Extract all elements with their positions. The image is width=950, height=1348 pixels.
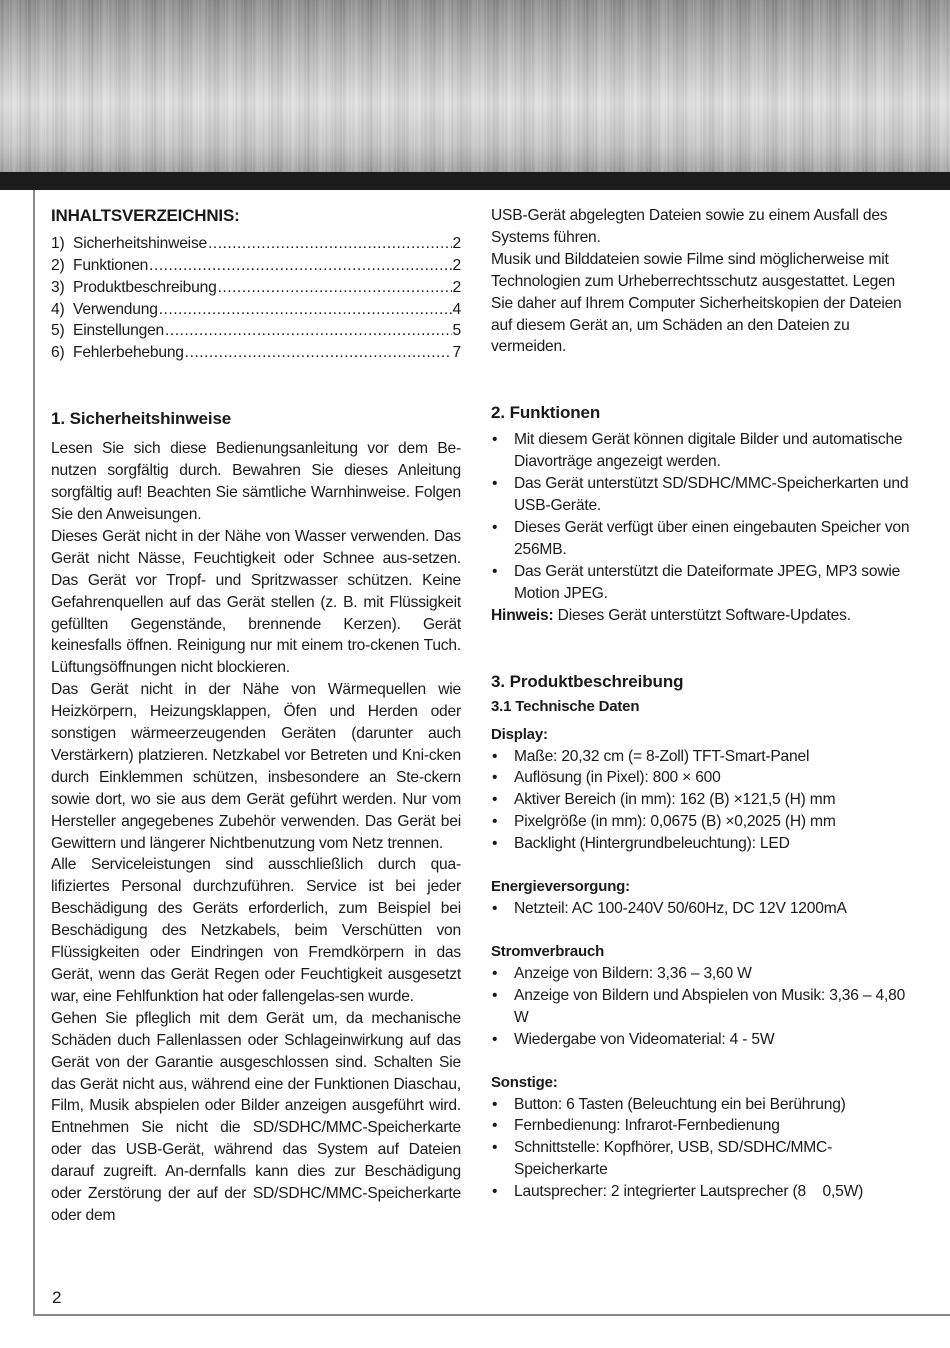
list-item: • Backlight (Hintergrundbeleuchtung): LED: [491, 833, 911, 855]
spec-group-title-sonstige: Sonstige:: [491, 1073, 558, 1091]
toc-entry-number: 4): [51, 300, 65, 318]
list-item: • Das Gerät unterstützt SD/SDHC/MMC-Speicherkarten und USB-Geräte.: [491, 473, 911, 517]
toc-entry-number: 5): [51, 322, 65, 340]
note-text: Dieses Gerät unterstützt Software-Updates.: [553, 606, 851, 624]
list-item: • Auflösung (in Pixel): 800 × 600: [491, 767, 911, 789]
body-paragraph: Gehen Sie pfleglich mit dem Gerät um, da mechanische Schäden duch Fallenlassen oder Schlageinwirkung auf das Gerät von der Garantie ausgeschlossen sind. Schalten Sie das Gerät nicht aus, während eine der Funktionen Diaschau, Film, Musik abspielen oder Bilder anzeigen ausgeführt wird. Entnehmen Sie nicht die SD/SDHC/MMC-Speicherkarte oder das USB-Gerät, während das System auf Dateien darauf zugreift. An-dernfalls kann dies zur Beschädigung oder Zerstörung der auf der SD/SDHC/MMC-Speicherkarte oder dem: [51, 1009, 461, 1224]
toc-entry[interactable]: [51, 277, 461, 299]
list-item: • Netzteil: AC 100-240V 50/60Hz, DC 12V 1200mA: [491, 898, 911, 920]
section-heading-sicherheitshinweise: 1. Sicherheitshinweise: [51, 409, 232, 429]
list-item: • Lautsprecher: 2 integrierter Lautsprecher (8 0,5W): [491, 1181, 911, 1203]
toc-entry[interactable]: [51, 233, 461, 255]
list-item: • Dieses Gerät verfügt über einen eingebauten Speicher von 256MB.: [491, 517, 911, 561]
spec-group-title-display: Display:: [491, 725, 548, 743]
body-paragraph: Das Gerät nicht in der Nähe von Wärmequellen wie Heizkörpern, Heizungsklappen, Öfen und Herden oder sonstigen wärmeerzeugenden Geräten (darunter auch Verstärkern) platzieren. Netzkabel vor Betreten und Kni-cken durch Einklemmen schützen, insbesondere an Ste-ckern sowie dort, wo sie aus dem Gerät geführt werden. Nur vom Hersteller angegebenes Zubehör verwenden. Das Gerät bei Gewittern und längerer Nichtbenutzung vom Netz trennen.: [51, 681, 461, 852]
toc-entry-page: 5: [452, 322, 461, 340]
toc-entry-label: Sicherheitshinweise: [73, 234, 208, 252]
toc-entry-label: Einstellungen: [73, 322, 165, 340]
note-label: Hinweis:: [491, 606, 554, 624]
toc-leader-dots: [159, 299, 452, 321]
page-number: 2: [52, 1288, 62, 1307]
list-item: • Anzeige von Bildern: 3,36 – 3,60 W: [491, 963, 911, 985]
toc-entry[interactable]: [51, 342, 461, 364]
toc-entry-page: 2: [452, 256, 461, 274]
spec-list-stromverbrauch: [491, 963, 911, 1051]
toc-leader-dots: [165, 320, 451, 342]
toc-entry-label: Funktionen: [73, 256, 149, 274]
spec-group-title-energieversorgung: Energieversorgung:: [491, 878, 630, 896]
list-item: • Pixelgröße (in mm): 0,0675 (B) ×0,2025 (H) mm: [491, 811, 911, 833]
feature-list: [491, 429, 911, 604]
list-item: • Anzeige von Bildern und Abspielen von Musik: 3,36 – 4,80 W: [491, 985, 911, 1029]
body-paragraph: Alle Serviceleistungen sind ausschließlich durch qua-lifiziertes Personal durchzuführen. Service ist bei jeder Beschädigung des Geräts erforderlich, zum Beispiel bei Beschädigung des Netzkabels, beim Verschütten von Flüssigkeiten oder Eindringen von Fremdkörpern in das Gerät, wenn das Gerät Regen oder Feuchtigkeit ausgesetzt war, eine Fehlfunktion hat oder fallengelas-sen wurde.: [51, 856, 461, 1005]
header-dark-bar: [0, 172, 950, 190]
right-column: [491, 205, 911, 1203]
toc-entry-number: 3): [51, 278, 65, 296]
spec-list-sonstige: [491, 1094, 911, 1204]
toc-entry-page: 4: [452, 300, 461, 318]
toc-entry-page: 2: [452, 234, 461, 252]
list-item: • Button: 6 Tasten (Beleuchtung ein bei Berührung): [491, 1094, 911, 1116]
spec-list-display: [491, 746, 911, 856]
header-brushed-metal-band: [0, 0, 950, 172]
list-item: • Schnittstelle: Kopfhörer, USB, SD/SDHC/MMC-Speicherkarte: [491, 1137, 911, 1181]
body-paragraph-continued: USB-Gerät abgelegten Dateien sowie zu einem Ausfall des Systems führen.: [491, 207, 888, 246]
toc-entry-number: 2): [51, 256, 65, 274]
toc-leader-dots: [185, 342, 452, 364]
body-paragraph: Musik und Bilddateien sowie Filme sind möglicherweise mit Technologien zum Urheberrechtsschutz ausgestattet. Legen Sie daher auf Ihrem Computer Sicherheitskopien der Dateien auf diesem Gerät an, um Schäden an den Dateien zu vermeiden.: [491, 250, 902, 356]
toc-leader-dots: [218, 277, 452, 299]
spec-list-energieversorgung: [491, 898, 911, 920]
toc-entry[interactable]: [51, 299, 461, 321]
table-of-contents: [51, 233, 461, 364]
body-paragraph: Dieses Gerät nicht in der Nähe von Wasser verwenden. Das Gerät nicht Nässe, Feuchtigkeit oder Schnee aus-setzen. Das Gerät vor Tropf- und Spritzwasser schützen. Keine Gefahrenquellen auf das Gerät stellen (z. B. mit Flüssigkeit gefüllten Gegenstände, brennende Kerzen). Gerät keinesfalls öffnen. Reinigung nur mit einem tro-ckenen Tuch. Lüftungsöffnungen nicht blockieren.: [51, 527, 461, 677]
list-item: • Aktiver Bereich (in mm): 162 (B) ×121,5 (H) mm: [491, 789, 911, 811]
page-frame-left-line: [33, 190, 35, 1316]
toc-entry-label: Fehlerbehebung: [73, 344, 184, 362]
toc-entry-page: 2: [452, 278, 461, 296]
toc-leader-dots: [208, 233, 451, 255]
spec-group-title-stromverbrauch: Stromverbrauch: [491, 942, 605, 960]
section-heading-funktionen: 2. Funktionen: [491, 403, 601, 423]
toc-entry-number: 1): [51, 234, 65, 252]
list-item: • Fernbedienung: Infrarot-Fernbedienung: [491, 1115, 911, 1137]
toc-title: INHALTSVERZEICHNIS:: [51, 206, 240, 225]
body-paragraph: Lesen Sie sich diese Bedienungsanleitung vor dem Be-nutzen sorgfältig durch. Bewahren Sie dieses Anleitung sorgfältig auf! Beachten Sie sämtliche Warnhinweise. Folgen Sie den Anweisungen.: [51, 440, 461, 523]
toc-entry-page: 7: [452, 344, 461, 362]
section-heading-produktbeschreibung: 3. Produktbeschreibung: [491, 671, 684, 691]
toc-entry-number: 6): [51, 344, 65, 362]
page-frame-bottom-line: [33, 1314, 950, 1316]
list-item: • Das Gerät unterstützt die Dateiformate JPEG, MP3 sowie Motion JPEG.: [491, 561, 911, 605]
toc-leader-dots: [149, 255, 451, 277]
note-paragraph: [491, 605, 911, 627]
toc-entry[interactable]: [51, 320, 461, 342]
left-column: [51, 205, 461, 1227]
subsection-heading-technische-daten: 3.1 Technische Daten: [491, 697, 640, 715]
toc-entry-label: Verwendung: [73, 300, 158, 318]
toc-entry-label: Produktbeschreibung: [73, 278, 217, 296]
list-item: • Maße: 20,32 cm (= 8-Zoll) TFT-Smart-Panel: [491, 746, 911, 768]
toc-entry[interactable]: [51, 255, 461, 277]
list-item: • Wiedergabe von Videomaterial: 4 - 5W: [491, 1029, 911, 1051]
list-item: • Mit diesem Gerät können digitale Bilder und automatische Diavorträge angezeigt werden.: [491, 429, 911, 473]
